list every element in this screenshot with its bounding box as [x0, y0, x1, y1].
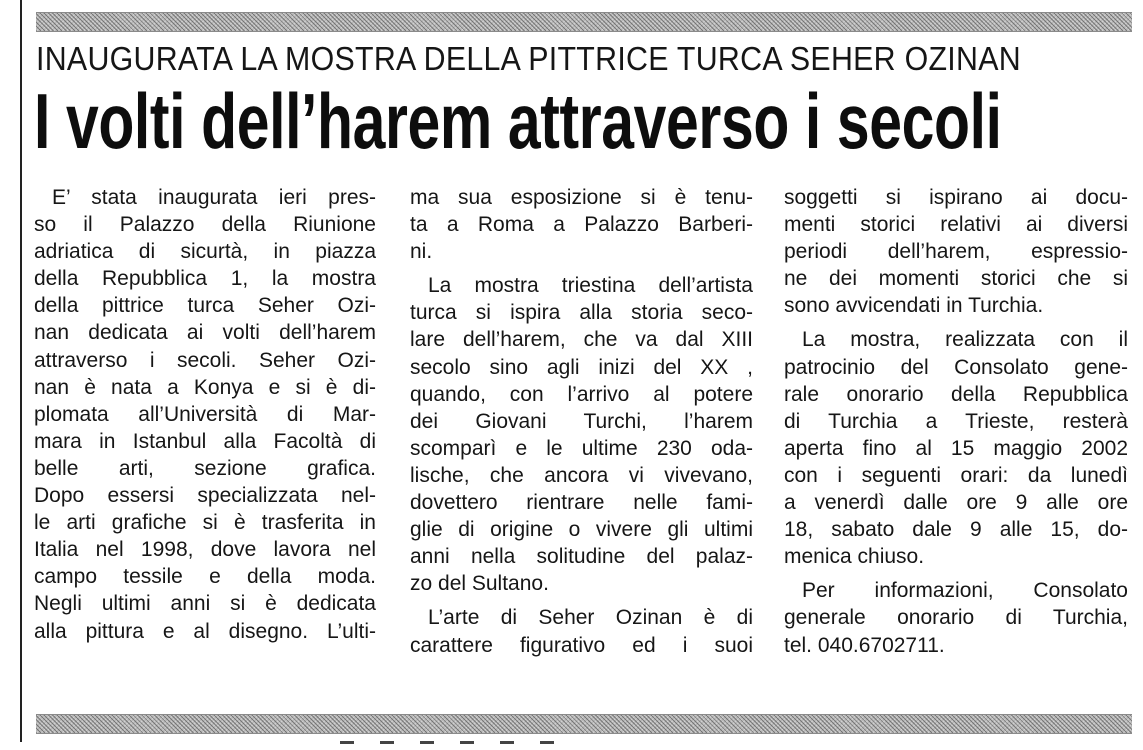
article-line: alla pittura e al disegno. L’ulti-	[34, 619, 376, 643]
article-line: soggetti si ispirano ai docu-	[784, 186, 1128, 209]
article-line: tel. 040.6702711.	[784, 633, 945, 657]
article-line: carattere figurativo ed i suoi	[410, 633, 753, 657]
article-line: 18, sabato dale 9 alle 15, do-	[784, 518, 1128, 542]
article-line: belle arti, sezione grafica.	[34, 456, 376, 480]
article-line: turca si ispira alla storia seco-	[410, 301, 753, 325]
article-line: anni nella solitudine del palaz-	[410, 545, 753, 569]
article-line: secolo sino agli inizi del XX ,	[410, 355, 753, 379]
article-line: ne dei momenti storici che si	[784, 267, 1128, 291]
article-line: lische, che ancora vi vivevano,	[410, 463, 753, 487]
article-line: mara in Istanbul alla Facoltà di	[34, 429, 376, 453]
article-line: E’ stata inaugurata ieri pres-	[52, 186, 376, 209]
article-line: lare dell’harem, che va dal XIII	[410, 328, 753, 352]
article-line: scomparì e le ultime 230 oda-	[410, 436, 753, 460]
article-line: aperta fino al 15 maggio 2002	[784, 436, 1128, 460]
article-column-3	[784, 184, 1128, 684]
article-line: della pittrice turca Seher Ozi-	[34, 294, 376, 318]
article-line: ta a Roma a Palazzo Barberi-	[410, 213, 753, 237]
article-line: menti storici relativi ai diversi	[784, 213, 1128, 237]
article-line: adriatica di sicurtà, in piazza	[34, 240, 376, 264]
article-line: plomata all’Università di Mar-	[34, 402, 376, 426]
article-line: quando, con l’arrivo al potere	[410, 382, 753, 406]
article-line: nan dedicata ai volti dell’harem	[34, 321, 376, 345]
article-line: generale onorario di Turchia,	[784, 606, 1128, 630]
article-line: Per informazioni, Consolato	[802, 579, 1128, 603]
article-line: con i seguenti orari: da lunedì	[784, 463, 1128, 487]
article-line: periodi dell’harem, espressio-	[784, 240, 1128, 264]
article-line: di Turchia a Trieste, resterà	[784, 409, 1128, 433]
article-line: ma sua esposizione si è tenu-	[410, 186, 753, 209]
article-line: glie di origine o vivere gli ultimi	[410, 518, 753, 542]
article-line: patrocinio del Consolato gene-	[784, 355, 1128, 379]
article-line: a venerdì dalle ore 9 alle ore	[784, 491, 1128, 515]
article-line: della Repubblica 1, la mostra	[34, 267, 376, 291]
article-line: so il Palazzo della Riunione	[34, 213, 376, 237]
article-line: La mostra, realizzata con il	[802, 328, 1128, 352]
article-line: sono avvicendati in Turchia.	[784, 294, 1044, 318]
article-line: rale onorario della Repubblica	[784, 382, 1128, 406]
headline: I volti dell’harem attraverso i secoli	[34, 77, 1002, 165]
article-line: zo del Sultano.	[410, 572, 549, 596]
article-line: La mostra triestina dell’artista	[428, 274, 753, 298]
article-line: Dopo essersi specializzata nel-	[34, 484, 376, 508]
article-line: attraverso i secoli. Seher Ozi-	[34, 348, 376, 372]
article-column-1	[34, 184, 376, 684]
article-line: dovettero rientrare nelle fami-	[410, 491, 753, 515]
left-margin-rule	[20, 0, 22, 742]
article-line: Negli ultimi anni si è dedicata	[34, 592, 376, 616]
top-decorative-band	[36, 12, 1132, 32]
bottom-decorative-band	[36, 714, 1132, 734]
article-line: ni.	[410, 240, 433, 264]
article-line: nan è nata a Konya e si è di-	[34, 375, 376, 399]
article-column-2	[410, 184, 753, 684]
article-line: campo tessile e della moda.	[34, 565, 376, 589]
scan-artifact-marks	[340, 741, 560, 744]
article-line: dei Giovani Turchi, l’harem	[410, 409, 753, 433]
article-line: le arti grafiche si è trasferita in	[34, 511, 376, 535]
article-line: Italia nel 1998, dove lavora nel	[34, 538, 376, 562]
article-line: L’arte di Seher Ozinan è di	[428, 606, 753, 630]
article-line: menica chiuso.	[784, 545, 925, 569]
kicker: INAUGURATA LA MOSTRA DELLA PITTRICE TURCA SEHER OZINAN	[36, 40, 1021, 77]
